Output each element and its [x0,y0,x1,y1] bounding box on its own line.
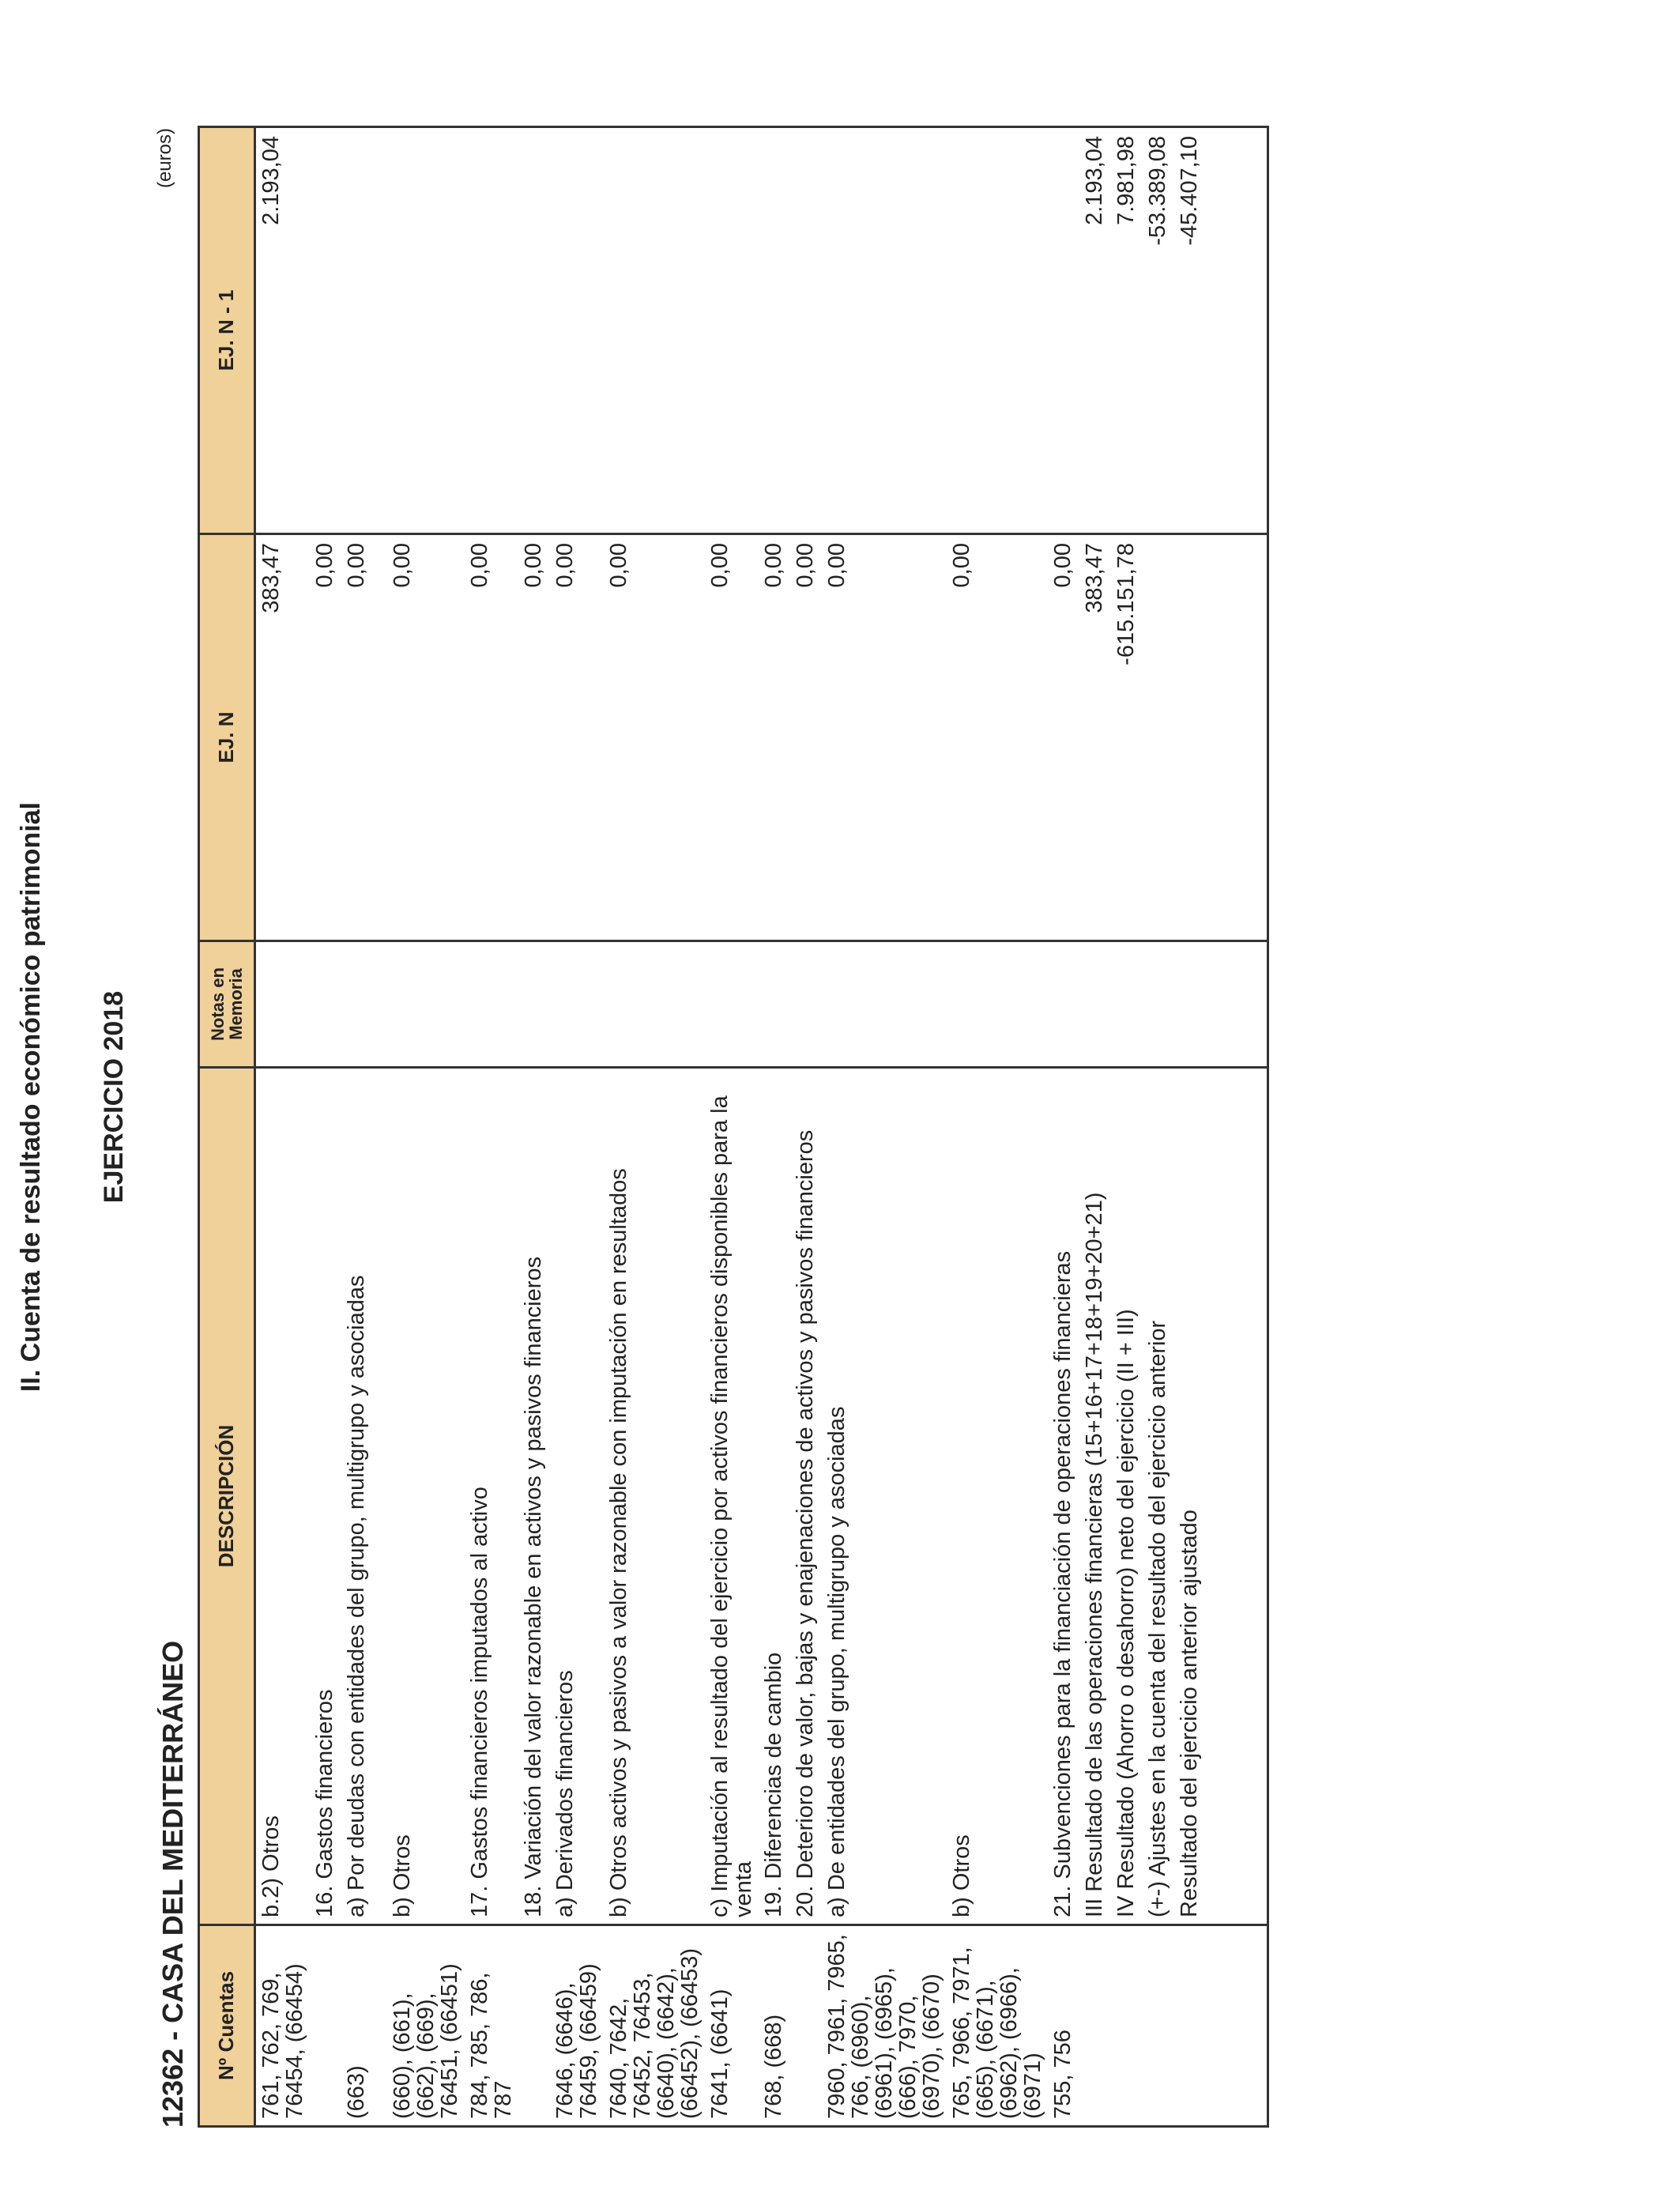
cell-notas [387,941,465,1068]
filler-cell [1206,1925,1268,2127]
table-row [1143,127,1174,2127]
cell-ej-n: 0,00 [759,534,790,941]
cell-cuentas: 7960, 7961, 7965, 766, (6960), (6961), (6965), (666), 7970, (6970), (6670) [822,1925,947,2127]
cell-descripcion: b) Otros activos y pasivos a valor razonable con imputación en resultados [604,1068,705,1925]
header-ej-n1: EJ. N - 1 [199,127,255,534]
cell-cuentas: 768, (668) [759,1925,790,2127]
cell-descripcion: c) Imputación al resultado del ejercicio por activos financieros disponibles para la venta [705,1068,759,1925]
filler-cell [1206,534,1268,941]
cell-descripcion: a) Derivados financieros [550,1068,604,1925]
cell-ej-n: 0,00 [465,534,518,941]
cell-ej-n: 0,00 [550,534,604,941]
cell-descripcion: 19. Diferencias de cambio [759,1068,790,1925]
cell-ej-n1: -45.407,10 [1174,127,1206,534]
cell-ej-n1 [604,127,705,534]
table-row [1174,127,1206,2127]
cell-ej-n: 0,00 [518,534,550,941]
results-table [198,126,1269,2128]
header-descripcion: DESCRIPCIÓN [199,1068,255,1925]
cell-ej-n1 [550,127,604,534]
cell-descripcion: IV Resultado (Ahorro o desahorro) neto del ejercicio (II + III) [1111,1068,1143,1925]
cell-ej-n1 [822,127,947,534]
cell-notas [255,941,311,1068]
cell-cuentas: (660), (661), (662), (669), 76451, (66451) [387,1925,465,2127]
table-row [705,127,759,2127]
table-row [255,127,311,2127]
cell-ej-n1 [1048,127,1079,534]
cell-descripcion: a) De entidades del grupo, multigrupo y asociadas [822,1068,947,1925]
cell-ej-n1 [310,127,341,534]
table-row [550,127,604,2127]
cell-ej-n: 0,00 [705,534,759,941]
cell-ej-n1: 2.193,04 [1079,127,1111,534]
cell-descripcion: b) Otros [947,1068,1048,1925]
cell-cuentas [790,1925,822,2127]
cell-ej-n1 [518,127,550,534]
table-row [518,127,550,2127]
cell-cuentas: 765, 7966, 7971, (665), (6671), (6962), (6966), (6971) [947,1925,1048,2127]
cell-notas [1143,941,1174,1068]
cell-cuentas [1143,1925,1174,2127]
cell-cuentas: 7640, 7642, 76452, 76453, (6640), (6642), (66452), (66453) [604,1925,705,2127]
filler-cell [1206,127,1268,534]
cell-ej-n1 [465,127,518,534]
header-ej-n: EJ. N [199,534,255,941]
cell-notas [1174,941,1206,1068]
cell-notas [604,941,705,1068]
cell-notas [341,941,387,1068]
cell-ej-n1 [705,127,759,534]
cell-ej-n: 383,47 [255,534,311,941]
table-row [1111,127,1143,2127]
cell-cuentas: 761, 762, 769, 76454, (66454) [255,1925,311,2127]
filler-row [1206,127,1268,2127]
cell-ej-n1: 7.981,98 [1111,127,1143,534]
cell-ej-n: 0,00 [790,534,822,941]
cell-ej-n: 0,00 [822,534,947,941]
table-row [759,127,790,2127]
table-row [1079,127,1111,2127]
cell-cuentas: 7646, (6646), 76459, (66459) [550,1925,604,2127]
cell-notas [310,941,341,1068]
table-row [387,127,465,2127]
cell-cuentas: 755, 756 [1048,1925,1079,2127]
table-row [822,127,947,2127]
cell-descripcion: b.2) Otros [255,1068,311,1925]
cell-descripcion: b) Otros [387,1068,465,1925]
ejercicio-heading: EJERCICIO 2018 [99,990,129,1204]
cell-descripcion: 21. Subvenciones para la financiación de operaciones financieras [1048,1068,1079,1925]
cell-ej-n: 0,00 [947,534,1048,941]
cell-ej-n: 383,47 [1079,534,1111,941]
cell-cuentas [1079,1925,1111,2127]
cell-ej-n: 0,00 [604,534,705,941]
header-notas: Notas en Memoria [199,941,255,1068]
cell-ej-n: 0,00 [1048,534,1079,941]
cell-cuentas [310,1925,341,2127]
cell-descripcion: 16. Gastos financieros [310,1068,341,1925]
cell-ej-n1 [759,127,790,534]
cell-descripcion: 17. Gastos financieros imputados al activo [465,1068,518,1925]
cell-ej-n: 0,00 [341,534,387,941]
table-row [465,127,518,2127]
cell-cuentas [518,1925,550,2127]
cell-ej-n1 [790,127,822,534]
table-row [1048,127,1079,2127]
entity-name: 12362 - CASA DEL MEDITERRÁNEO [156,1640,189,2128]
cell-notas [1111,941,1143,1068]
header-cuentas: Nº Cuentas [199,1925,255,2127]
cell-cuentas [1174,1925,1206,2127]
units-label: (euros) [154,128,175,189]
cell-cuentas: 7641, (6641) [705,1925,759,2127]
cell-ej-n1: -53.389,08 [1143,127,1174,534]
cell-ej-n1 [341,127,387,534]
cell-descripcion: (+-) Ajustes en la cuenta del resultado del ejercicio anterior [1143,1068,1174,1925]
cell-notas [759,941,790,1068]
cell-descripcion: III Resultado de las operaciones financieras (15+16+17+18+19+20+21) [1079,1068,1111,1925]
table-row [310,127,341,2127]
cell-descripcion: a) Por deudas con entidades del grupo, multigrupo y asociadas [341,1068,387,1925]
cell-descripcion: Resultado del ejercicio anterior ajustado [1174,1068,1206,1925]
cell-descripcion: 18. Variación del valor razonable en activos y pasivos financieros [518,1068,550,1925]
cell-ej-n: 0,00 [387,534,465,941]
cell-ej-n [1143,534,1174,941]
cell-notas [822,941,947,1068]
cell-notas [518,941,550,1068]
cell-ej-n1: 2.193,04 [255,127,311,534]
filler-cell [1206,1068,1268,1925]
cell-cuentas: 784, 785, 786, 787 [465,1925,518,2127]
cell-notas [1079,941,1111,1068]
table-row [947,127,1048,2127]
cell-ej-n1 [947,127,1048,534]
document-title: II. Cuenta de resultado económico patrimonial [16,801,46,1393]
header-row [199,127,255,2127]
cell-ej-n [1174,534,1206,941]
table-row [790,127,822,2127]
cell-ej-n: -615.151,78 [1111,534,1143,941]
cell-cuentas [1111,1925,1143,2127]
cell-notas [705,941,759,1068]
cell-descripcion: 20. Deterioro de valor, bajas y enajenaciones de activos y pasivos financieros [790,1068,822,1925]
table-row [604,127,705,2127]
cell-notas [465,941,518,1068]
cell-cuentas: (663) [341,1925,387,2127]
cell-notas [790,941,822,1068]
table-row [341,127,387,2127]
cell-notas [1048,941,1079,1068]
filler-cell [1206,941,1268,1068]
cell-notas [947,941,1048,1068]
cell-notas [550,941,604,1068]
cell-ej-n1 [387,127,465,534]
cell-ej-n: 0,00 [310,534,341,941]
